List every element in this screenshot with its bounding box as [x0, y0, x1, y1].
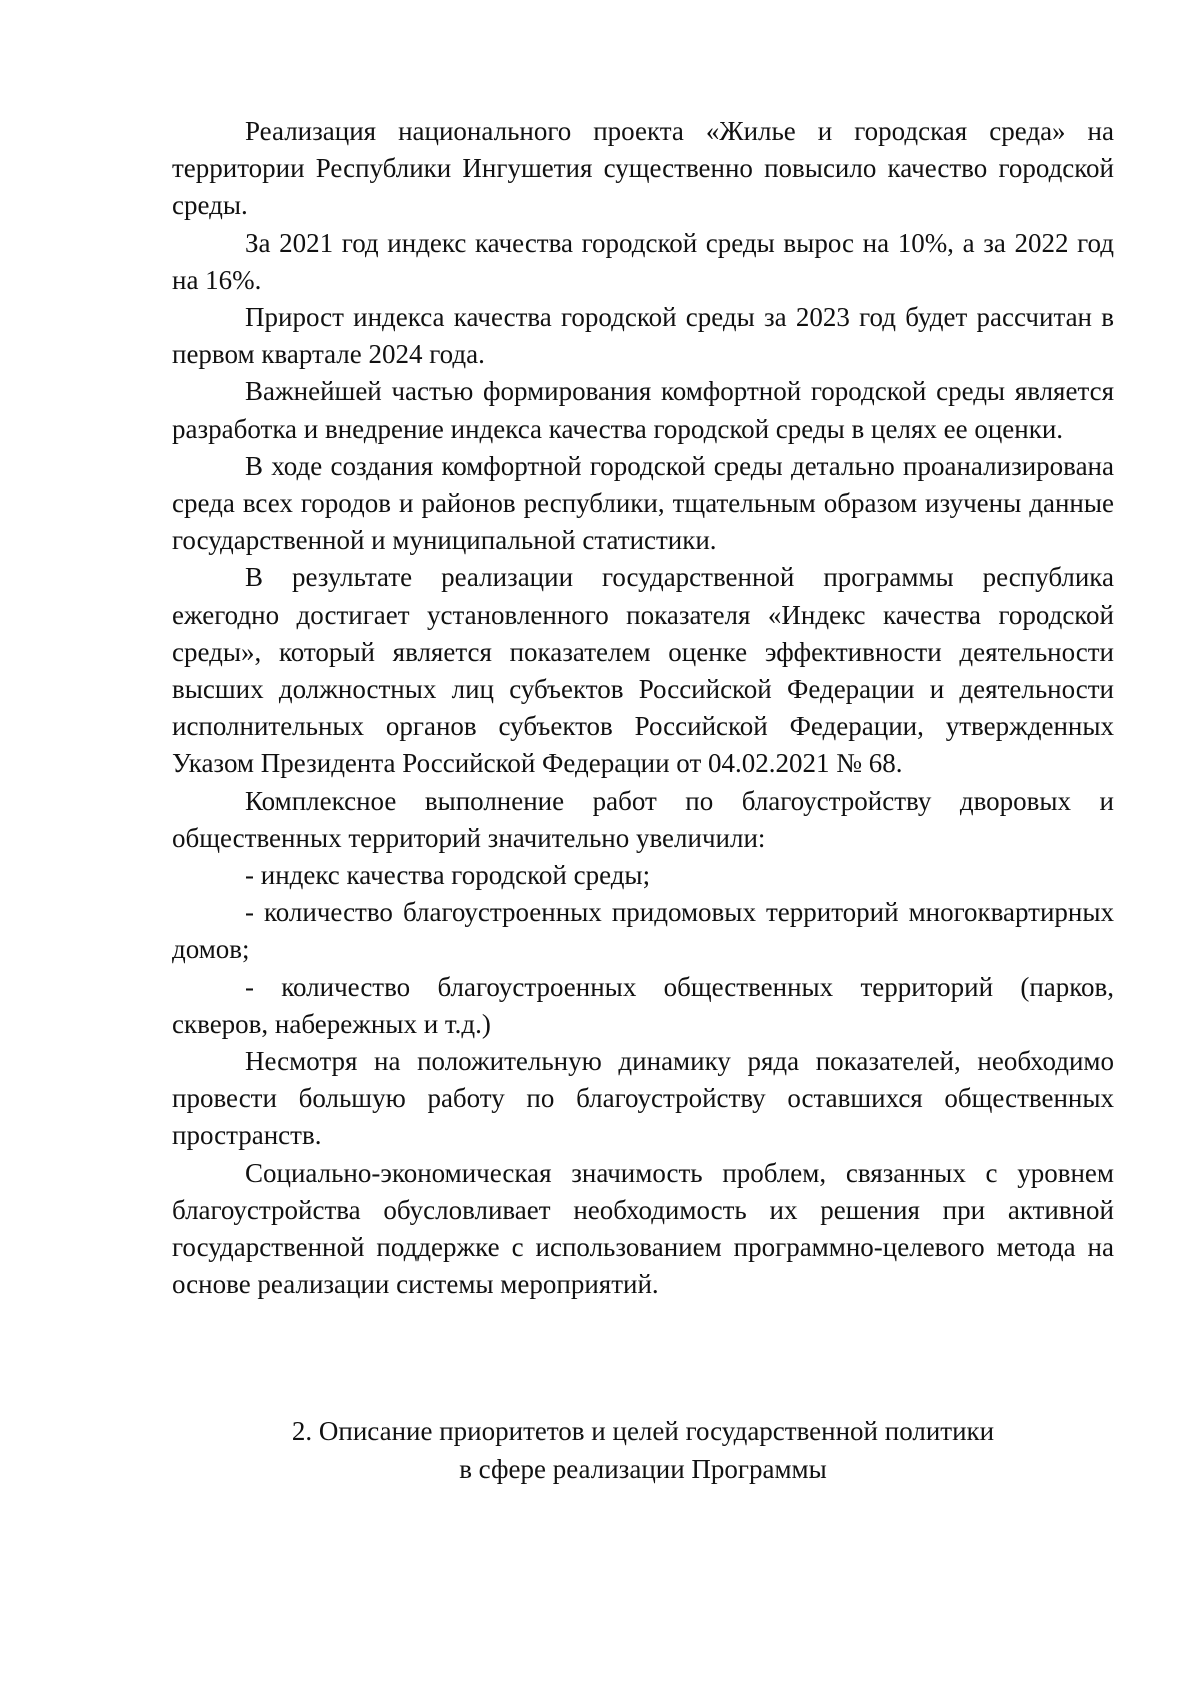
paragraph-program-results: В результате реализации государственной программы республика ежегодно достигает установленного показателя «Индекс качества городской среды», который является показателем оценке эффективности деятельности высших должностных лиц субъектов Российской Федерации и деятельности исполнительных органов субъектов Российской Федерации, утвержденных Указом Президента Российской Федерации от 04.02.2021 № 68.: [172, 562, 1114, 779]
paragraph-complex-works: Комплексное выполнение работ по благоустройству дворовых и общественных территорий значительно увеличили:: [172, 785, 1114, 853]
paragraph-analysis: В ходе создания комфортной городской среды детально проанализирована среда всех городов и районов республики, тщательным образом изучены данные государственной и муниципальной статистики.: [172, 450, 1114, 556]
list-item-public-territories: - количество благоустроенных общественных территорий (парков, скверов, набережных и т.д.): [172, 971, 1114, 1039]
paragraph-index-growth: За 2021 год индекс качества городской среды вырос на 10%, а за 2022 год на 16%.: [172, 227, 1114, 295]
paragraph-remaining-work: Несмотря на положительную динамику ряда показателей, необходимо провести большую работу по благоустройству оставшихся общественных пространств.: [172, 1046, 1114, 1151]
paragraph-index-2023: Прирост индекса качества городской среды за 2023 год будет рассчитан в первом квартале 2024 года.: [172, 302, 1114, 370]
paragraph-index-development: Важнейшей частью формирования комфортной городской среды является разработка и внедрение индекса качества городской среды в целях ее оценки.: [172, 376, 1114, 444]
section-heading-line-2: в сфере реализации Программы: [459, 1454, 827, 1484]
section-heading: [172, 1412, 1114, 1488]
paragraph-national-project: Реализация национального проекта «Жилье и городская среда» на территории Республики Ингушетия существенно повысило качество городской среды.: [172, 116, 1114, 221]
list-item-yard-territories: - количество благоустроенных придомовых территорий многоквартирных домов;: [172, 897, 1114, 965]
paragraph-socio-economic: Социально-экономическая значимость проблем, связанных с уровнем благоустройства обусловливает необходимость их решения при активной государственной поддержке с использованием программно-целевого метода на основе реализации системы мероприятий.: [172, 1157, 1114, 1300]
list-item-quality-index: - индекс качества городской среды;: [245, 860, 651, 891]
document-body: [172, 113, 1114, 1304]
section-heading-line-1: 2. Описание приоритетов и целей государственной политики: [291, 1416, 995, 1446]
